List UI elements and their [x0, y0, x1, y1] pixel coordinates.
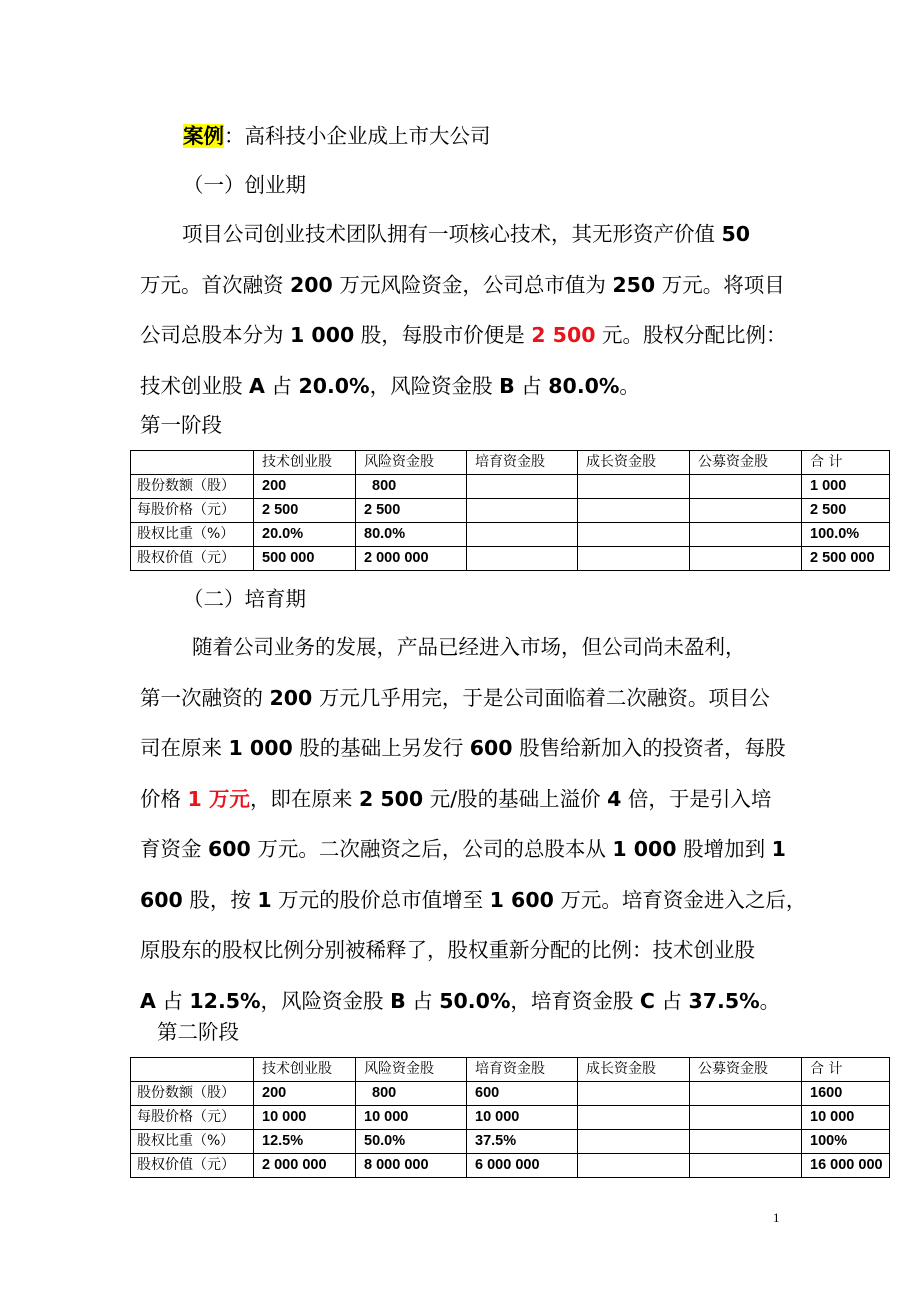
table-row: 股份数额（股） 200 800 1 000	[131, 475, 890, 499]
stage2-table	[130, 1057, 890, 1178]
table-row: 股权价值（元） 500 000 2 000 000 2 500 000	[131, 547, 890, 571]
stage1-table	[130, 450, 890, 571]
table-row: 股份数额（股） 200 800 600 1600	[131, 1082, 890, 1106]
table-header-row: 技术创业股 风险资金股 培育资金股 成长资金股 公募资金股 合 计	[131, 1058, 890, 1082]
section1-heading: （一）创业期	[183, 173, 306, 197]
section2-heading: （二）培育期	[183, 587, 306, 611]
stage1-label: 第一阶段	[140, 413, 222, 437]
price-highlight-2: 1 万元	[187, 786, 250, 811]
table-row: 股权比重（%） 12.5% 50.0% 37.5% 100%	[131, 1130, 890, 1154]
table-row: 每股价格（元） 10 000 10 000 10 000 10 000	[131, 1106, 890, 1130]
table-row: 股权价值（元） 2 000 000 8 000 000 6 000 000 16 000 000	[131, 1154, 890, 1178]
case-title-text: 高科技小企业成上市大公司	[244, 124, 491, 148]
price-highlight: 2 500	[531, 323, 596, 347]
page-number: 1	[773, 1210, 780, 1225]
table-row: 每股价格（元） 2 500 2 500 2 500	[131, 499, 890, 523]
case-title: 案例：高科技小企业成上市大公司	[183, 124, 491, 148]
table-row: 股权比重（%） 20.0% 80.0% 100.0%	[131, 523, 890, 547]
section2-paragraph: 随着公司业务的发展，产品已经进入市场，但公司尚未盈利， 第一次融资的 200 万元几乎用完，于是公司面临着二次融资。项目公 司在原来 1 000 股的基础上另发行 600 股售给新加入的投资者，每股 价格 1 万元，即在原来 2 500 元/股的基础上溢价 4 倍，于是引入培 育资金 600 万元。二次融资之后，公司的总股本从 1 000 股增加到 1 600 股，按 1 万元的股价总市值增至 1 600 万元。培育资金进入之后， 原股东的股权比例分别被稀释了，股权重新分配的比例：技术创业股 A 占 12.5%，风险资金股 B 占 50.0%，培育资金股 C 占 37.5%。	[140, 635, 807, 1013]
stage2-label: 第二阶段	[157, 1020, 239, 1044]
section1-paragraph: 项目公司创业技术团队拥有一项核心技术，其无形资产价值 50 万元。首次融资 200 万元风险资金，公司总市值为 250 万元。将项目 公司总股本分为 1 000 股，每股市价便是 2 500 元。股权分配比例： 技术创业股 A 占 20.0%，风险资金股 B 占 80.0%。	[140, 222, 787, 398]
case-label: 案例	[183, 124, 224, 148]
table-header-row: 技术创业股 风险资金股 培育资金股 成长资金股 公募资金股 合 计	[131, 451, 890, 475]
